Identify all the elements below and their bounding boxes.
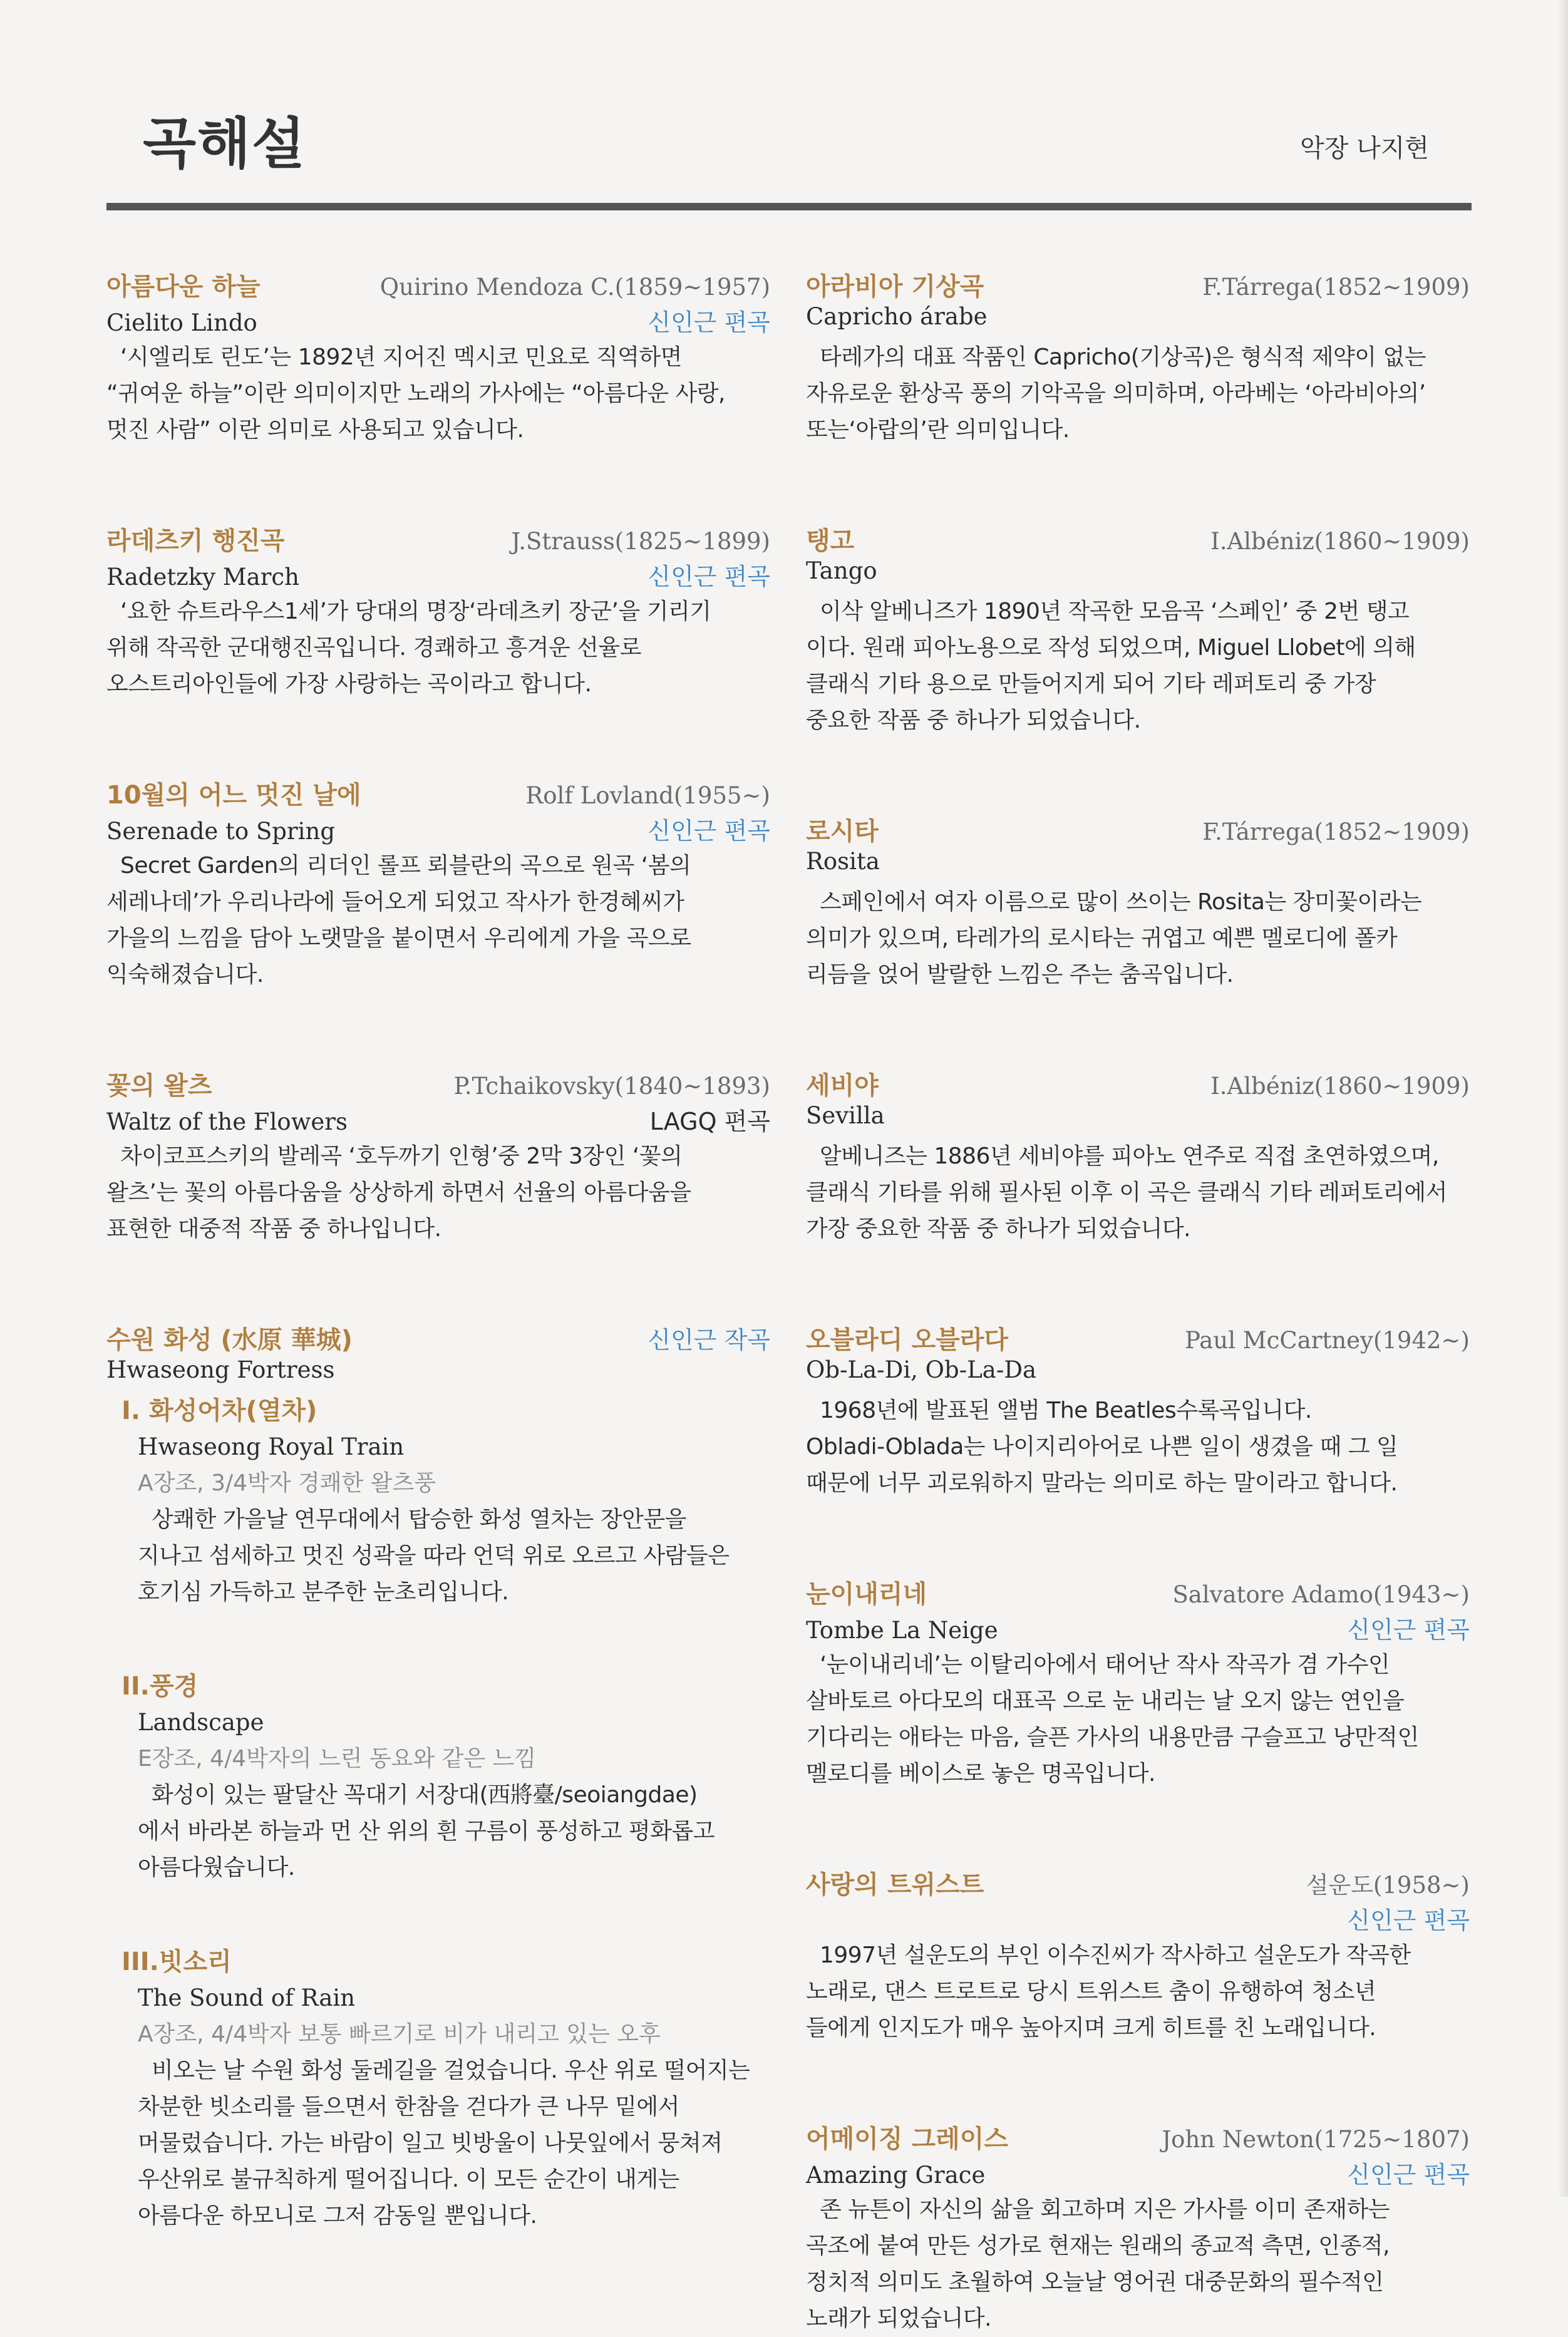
description-line: 기다리는 애타는 마음, 슬픈 가사의 내용만큼 구슬프고 낭만적인 (806, 1725, 1419, 1750)
composer: I.Albéniz(1860~1909) (1210, 528, 1470, 555)
program-note (106, 1066, 770, 1247)
spacer (106, 1611, 770, 1668)
description-line: ‘눈이내리네’는 이탈리아에서 태어난 작사 작곡가 겸 가수인 (820, 1652, 1390, 1678)
description-line: 호기심 가득하고 분주한 눈초리입니다. (138, 1579, 509, 1605)
description-line: 또는‘아랍의’란 의미입니다. (806, 417, 1070, 443)
movement-key-tempo: A장조, 4/4박자 보통 빠르기로 비가 내리고 있는 오후 (138, 2021, 661, 2047)
english-title: Radetzky March (106, 564, 299, 591)
spacer (106, 993, 770, 1066)
description-line: “귀여운 하늘”이란 의미이지만 노래의 가사에는 “아름다운 사랑, (106, 381, 725, 406)
movement (121, 1668, 770, 1886)
suite-note (106, 1320, 770, 2234)
piece-title: 탱고 (806, 527, 855, 555)
description-line: 살바토르 아다모의 대표곡 으로 눈 내리는 날 오지 않는 연인을 (806, 1688, 1405, 1714)
description-line: 오스트리아인들에 가장 사랑하는 곡이라고 합니다. (106, 671, 592, 697)
author-byline: 악장 나지현 (1300, 134, 1429, 163)
program-note (806, 1574, 1470, 1792)
description-line: 이삭 알베니즈가 1890년 작곡한 모음곡 ‘스페인’ 중 2번 탱고 (820, 599, 1410, 624)
spacer (806, 993, 1470, 1066)
description-line: 멋진 사람” 이란 의미로 사용되고 있습니다. (106, 417, 524, 443)
movement-english-title: The Sound of Rain (138, 1984, 356, 2011)
composer: Rolf Lovland(1955~) (525, 782, 770, 809)
description-line: 스페인에서 여자 이름으로 많이 쓰이는 Rosita는 장미꽃이라는 (820, 889, 1422, 915)
description-line: Obladi-Oblada는 나이지리아어로 나쁜 일이 생겼을 때 그 일 (806, 1434, 1398, 1460)
note-subheader (806, 1901, 1470, 1937)
english-title: Amazing Grace (806, 2162, 986, 2189)
description-line: 익숙해졌습니다. (106, 962, 264, 988)
english-title: Hwaseong Fortress (106, 1356, 335, 1383)
description-line: 세레나데’가 우리나라에 들어오게 되었고 작사가 한경혜씨가 (106, 889, 684, 915)
spacer (106, 448, 770, 521)
movement-title: III.빗소리 (121, 1948, 232, 1976)
spacer (106, 703, 770, 775)
spacer (806, 1502, 1470, 1574)
composer: F.Tárrega(1852~1909) (1202, 274, 1470, 301)
description-line: 1997년 설운도의 부인 이수진씨가 작사하고 설운도가 작곡한 (820, 1942, 1411, 1968)
description-line: ‘요한 슈트라우스1세’가 당대의 명장‘라데츠키 장군’을 기리기 (120, 599, 711, 624)
note-subheader (806, 557, 1470, 594)
description-line: 클래식 기타 용으로 만들어지게 되어 기타 레퍼토리 중 가장 (806, 671, 1376, 697)
composer: I.Albéniz(1860~1909) (1210, 1073, 1470, 1100)
spacer (106, 1886, 770, 1944)
spacer (806, 1247, 1470, 1320)
description-line: 의미가 있으며, 타레가의 로시타는 귀엽고 예쁜 멜로디에 폴카 (806, 926, 1398, 951)
movement-key-tempo: A장조, 3/4박자 경쾌한 왈츠풍 (138, 1470, 436, 1496)
description-line: 위해 작곡한 군대행진곡입니다. 경쾌하고 흥겨운 선율로 (106, 635, 642, 661)
description-line: 가장 중요한 작품 중 하나가 되었습니다. (806, 1216, 1191, 1242)
description-line: 자유로운 환상곡 풍의 기악곡을 의미하며, 아라베는 ‘아라비아의’ (806, 381, 1426, 406)
description-line: 아름다웠습니다. (138, 1855, 295, 1880)
description-line: 지나고 섬세하고 멋진 성곽을 따라 언덕 위로 오르고 사람들은 (138, 1543, 730, 1569)
description-line: 화성이 있는 팔달산 꼭대기 서장대(西將臺/seoiangdae) (152, 1782, 698, 1808)
program-note (806, 267, 1470, 448)
piece-title: 아라비아 기상곡 (806, 272, 984, 301)
description-line: 비오는 날 수원 화성 둘레길을 걸었습니다. 우산 위로 떨어지는 (152, 2058, 750, 2083)
movement-title: I. 화성어차(열차) (121, 1396, 317, 1425)
note-subheader (806, 2155, 1470, 2192)
description-line: 노래로, 댄스 트로트로 당시 트위스트 춤이 유행하여 청소년 (806, 1979, 1376, 2004)
note-header (806, 1865, 1470, 1901)
spacer (806, 2046, 1470, 2119)
program-note (806, 1320, 1470, 1502)
note-subheader (806, 303, 1470, 339)
description-line: 머물렀습니다. 가는 바람이 일고 빗방울이 나뭇잎에서 뭉쳐져 (138, 2130, 723, 2156)
composer: Salvatore Adamo(1943~) (1172, 1581, 1470, 1608)
description-line: 리듬을 얹어 발랄한 느낌은 주는 춤곡입니다. (806, 962, 1234, 988)
description-line: 가을의 느낌을 담아 노랫말을 붙이면서 우리에게 가을 곡으로 (106, 926, 691, 951)
description-line: 때문에 너무 괴로워하지 말라는 의미로 하는 말이라고 합니다. (806, 1470, 1398, 1496)
note-subheader (806, 1102, 1470, 1138)
note-header (106, 1320, 770, 1356)
program-note (106, 267, 770, 448)
arranger: 신인근 편곡 (647, 563, 770, 591)
description-line: 노래가 되었습니다. (806, 2306, 992, 2331)
description-line: 이다. 원래 피아노용으로 작성 되었으며, Miguel Llobet에 의해 (806, 635, 1416, 661)
movement-title: II.풍경 (121, 1672, 199, 1701)
note-subheader (106, 303, 770, 339)
description-line: 알베니즈는 1886년 세비야를 피아노 연주로 직접 초연하였으며, (820, 1143, 1439, 1169)
english-title: Ob-La-Di, Ob-La-Da (806, 1356, 1037, 1383)
piece-title: 꽃의 왈츠 (106, 1071, 212, 1100)
note-subheader (106, 1356, 770, 1393)
description (106, 594, 770, 703)
english-title: Serenade to Spring (106, 818, 336, 845)
english-title: Sevilla (806, 1102, 885, 1129)
description (106, 848, 770, 993)
movement-key-tempo: E장조, 4/4박자의 느린 동요와 같은 느낌 (138, 1746, 537, 1772)
right-column (806, 267, 1470, 2337)
composer: Paul McCartney(1942~) (1185, 1327, 1470, 1354)
movement-body (138, 1429, 770, 1611)
english-title: Capricho árabe (806, 303, 988, 330)
page-edge (1558, 0, 1568, 2197)
program-note (806, 812, 1470, 993)
description-line: 상쾌한 가을날 연무대에서 탑승한 화성 열차는 장안문을 (152, 1507, 687, 1532)
description-line: Secret Garden의 리더인 롤프 뢰블란의 곡으로 원곡 ‘봄의 (120, 853, 691, 879)
piece-title: 사랑의 트위스트 (806, 1870, 984, 1899)
piece-title: 눈이내리네 (806, 1580, 927, 1609)
piece-title: 라데츠키 행진곡 (106, 527, 285, 555)
note-subheader (106, 1102, 770, 1138)
description (138, 1502, 770, 1611)
program-note (106, 775, 770, 993)
spacer (106, 1247, 770, 1320)
arranger: 신인근 편곡 (1347, 1907, 1470, 1934)
description-line: 우산위로 불규칙하게 떨어집니다. 이 모든 순간이 내게는 (138, 2167, 679, 2192)
piece-title: 오블라디 오블라다 (806, 1326, 1009, 1354)
note-header (806, 1066, 1470, 1102)
spacer (806, 448, 1470, 521)
description-line: 들에게 인지도가 매우 높아지며 크게 히트를 친 노래입니다. (806, 2015, 1376, 2041)
composer: John Newton(1725~1807) (1162, 2126, 1470, 2153)
note-subheader (106, 557, 770, 594)
movement (121, 1944, 770, 2234)
movement-english-title: Landscape (138, 1709, 264, 1736)
movement-english-title: Hwaseong Royal Train (138, 1433, 405, 1460)
note-header (106, 267, 770, 303)
note-header (806, 2119, 1470, 2155)
note-header (806, 521, 1470, 557)
piece-title: 아름다운 하늘 (106, 272, 260, 301)
description-line: 아름다운 하모니로 그저 감동일 뿐입니다. (138, 2203, 537, 2229)
note-header (806, 1320, 1470, 1356)
description-line: 중요한 작품 중 하나가 되었습니다. (806, 708, 1141, 733)
description-line: 타레가의 대표 작품인 Capricho(기상곡)은 형식적 제약이 없는 (820, 344, 1426, 370)
program-note (806, 2119, 1470, 2337)
arranger: LAGQ 편곡 (649, 1108, 770, 1135)
left-column (106, 267, 770, 2234)
program-note (806, 1865, 1470, 2046)
movement-body (138, 1980, 770, 2234)
arranger: 신인근 편곡 (1347, 1616, 1470, 1644)
description (806, 1647, 1470, 1792)
description-line: 클래식 기타를 위해 필사된 이후 이 곡은 클래식 기타 레퍼토리에서 (806, 1180, 1447, 1205)
description-line: 왈츠’는 꽃의 아름다움을 상상하게 하면서 선율의 아름다움을 (106, 1180, 691, 1205)
description (106, 339, 770, 448)
piece-title: 10월의 어느 멋진 날에 (106, 781, 361, 810)
description (106, 1138, 770, 1247)
spacer (806, 1792, 1470, 1865)
description (806, 339, 1470, 448)
description (138, 1777, 770, 1886)
piece-title: 로시타 (806, 817, 879, 846)
composer: P.Tchaikovsky(1840~1893) (453, 1073, 770, 1100)
piece-title: 수원 화성 (水原 華城) (106, 1326, 353, 1354)
note-subheader (806, 1611, 1470, 1647)
description-line: 정치적 의미도 초월하여 오늘날 영어권 대중문화의 필수적인 (806, 2269, 1384, 2295)
note-header (806, 812, 1470, 848)
english-title: Tango (806, 557, 877, 584)
description (806, 1393, 1470, 1502)
description (806, 884, 1470, 993)
description-line: 에서 바라본 하늘과 먼 산 위의 흰 구름이 풍성하고 평화롭고 (138, 1819, 715, 1844)
english-title: Rosita (806, 848, 880, 875)
english-title: Cielito Lindo (106, 309, 257, 336)
program-note (806, 1066, 1470, 1247)
spacer (806, 739, 1470, 812)
description-line: 존 뉴튼이 자신의 삶을 회고하며 지은 가사를 이미 존재하는 (820, 2197, 1390, 2222)
composer: F.Tárrega(1852~1909) (1202, 818, 1470, 845)
description (806, 2192, 1470, 2337)
program-note (106, 521, 770, 703)
description-line: 1968년에 발표된 앨범 The Beatles수록곡입니다. (820, 1398, 1312, 1423)
piece-title: 세비야 (806, 1071, 879, 1100)
note-header (806, 267, 1470, 303)
description (806, 1138, 1470, 1247)
movement (121, 1393, 770, 1611)
arranger: 신인근 편곡 (1347, 2161, 1470, 2189)
description-line: 표현한 대중적 작품 중 하나입니다. (106, 1216, 441, 1242)
header-divider (106, 203, 1472, 210)
note-header (106, 1066, 770, 1102)
note-header (106, 521, 770, 557)
composer: J.Strauss(1825~1899) (511, 528, 770, 555)
arranger: 신인근 작곡 (647, 1326, 770, 1354)
description (806, 594, 1470, 739)
note-header (106, 775, 770, 812)
composer: Quirino Mendoza C.(1859~1957) (379, 274, 770, 301)
note-subheader (806, 848, 1470, 884)
piece-title: 어메이징 그레이스 (806, 2125, 1009, 2154)
english-title: Waltz of the Flowers (106, 1108, 348, 1135)
arranger: 신인근 편곡 (647, 309, 770, 336)
composer: 설운도(1958~) (1306, 1872, 1470, 1899)
arranger: 신인근 편곡 (647, 817, 770, 845)
description-line: 차이코프스키의 발레곡 ‘호두까기 인형’중 2막 3장인 ‘꽃의 (120, 1143, 683, 1169)
page-title: 곡해설 (143, 111, 307, 176)
movement-body (138, 1705, 770, 1886)
note-subheader (806, 1356, 1470, 1393)
note-header (806, 1574, 1470, 1611)
description-line: 차분한 빗소리를 들으면서 한참을 걷다가 큰 나무 밑에서 (138, 2094, 679, 2120)
description (806, 1937, 1470, 2046)
description-line: 곡조에 붙여 만든 성가로 현재는 원래의 종교적 측면, 인종적, (806, 2233, 1390, 2259)
description (138, 2053, 770, 2234)
english-title: Tombe La Neige (806, 1617, 998, 1644)
program-note (806, 521, 1470, 739)
note-subheader (106, 812, 770, 848)
description-line: ‘시엘리토 린도’는 1892년 지어진 멕시코 민요로 직역하면 (120, 344, 682, 370)
description-line: 멜로디를 베이스로 놓은 명곡입니다. (806, 1761, 1155, 1787)
